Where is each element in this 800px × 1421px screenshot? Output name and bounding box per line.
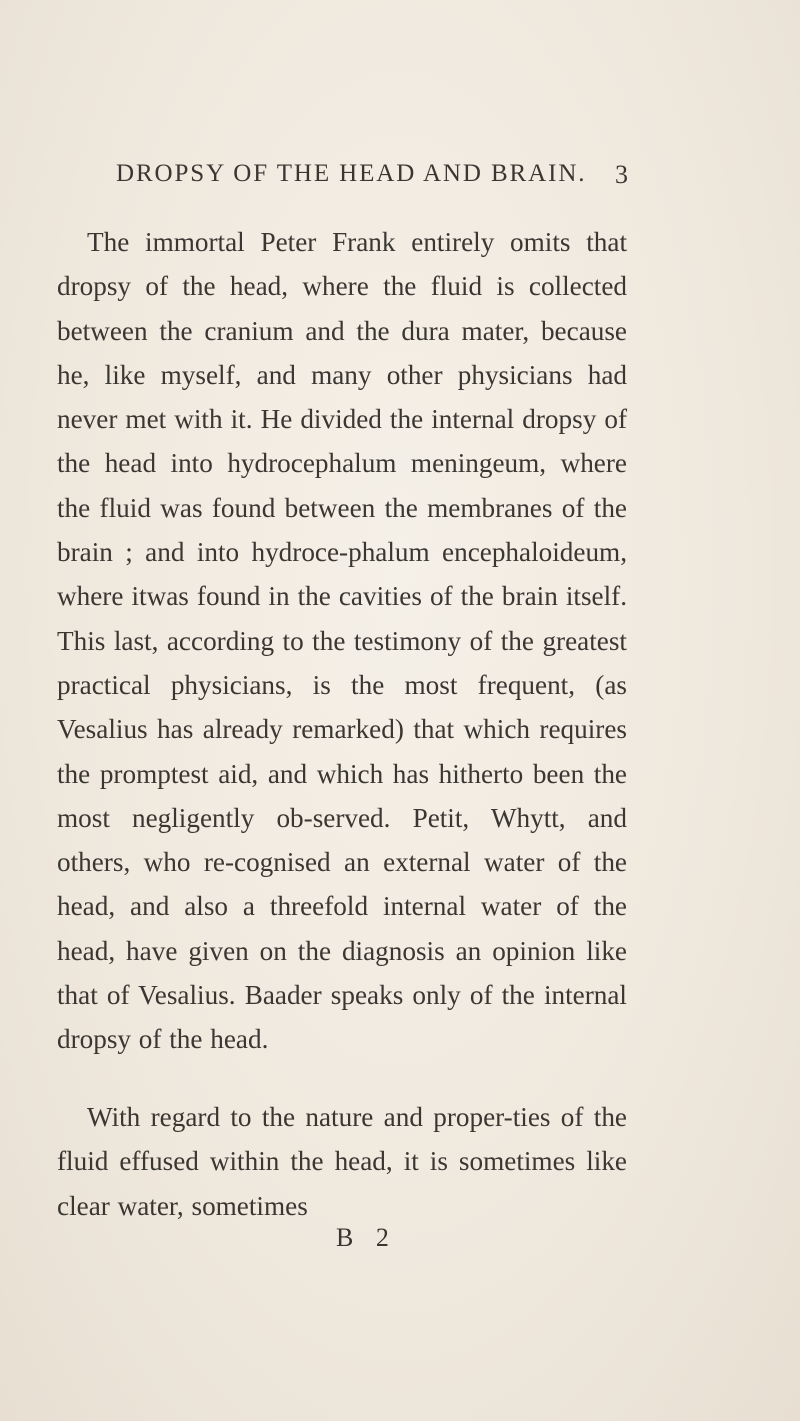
running-title: DROPSY OF THE HEAD AND BRAIN. <box>116 160 587 187</box>
signature-mark: B 2 <box>336 1223 397 1252</box>
paragraph-2: With regard to the nature and proper-ties of the fluid effused within the head, it is sometimes like clear water, sometimes <box>57 1102 627 1221</box>
page-number: 3 <box>615 160 628 189</box>
running-head <box>116 160 628 200</box>
paragraph-1: The immortal Peter Frank entirely omits that dropsy of the head, where the fluid is collected between the cranium and the dura mater, because he, like myself, and many other physicians had never met with it. He divided the internal dropsy of the head into hydrocephalum meningeum, where the fluid was found between the membranes of the brain ; and into hydroce-phalum encephaloideum, where itwas found in the cavities of the brain itself. This last, according to the testimony of the greatest practical physicians, is the most frequent, (as Vesalius has already remarked) that which requires the promptest aid, and which has hitherto been the most negligently ob-served. Petit, Whytt, and others, who re-cognised an external water of the head, and also a threefold internal water of the head, have given on the diagnosis an opinion like that of Vesalius. Baader speaks only of the internal dropsy of the head. <box>57 227 627 1055</box>
